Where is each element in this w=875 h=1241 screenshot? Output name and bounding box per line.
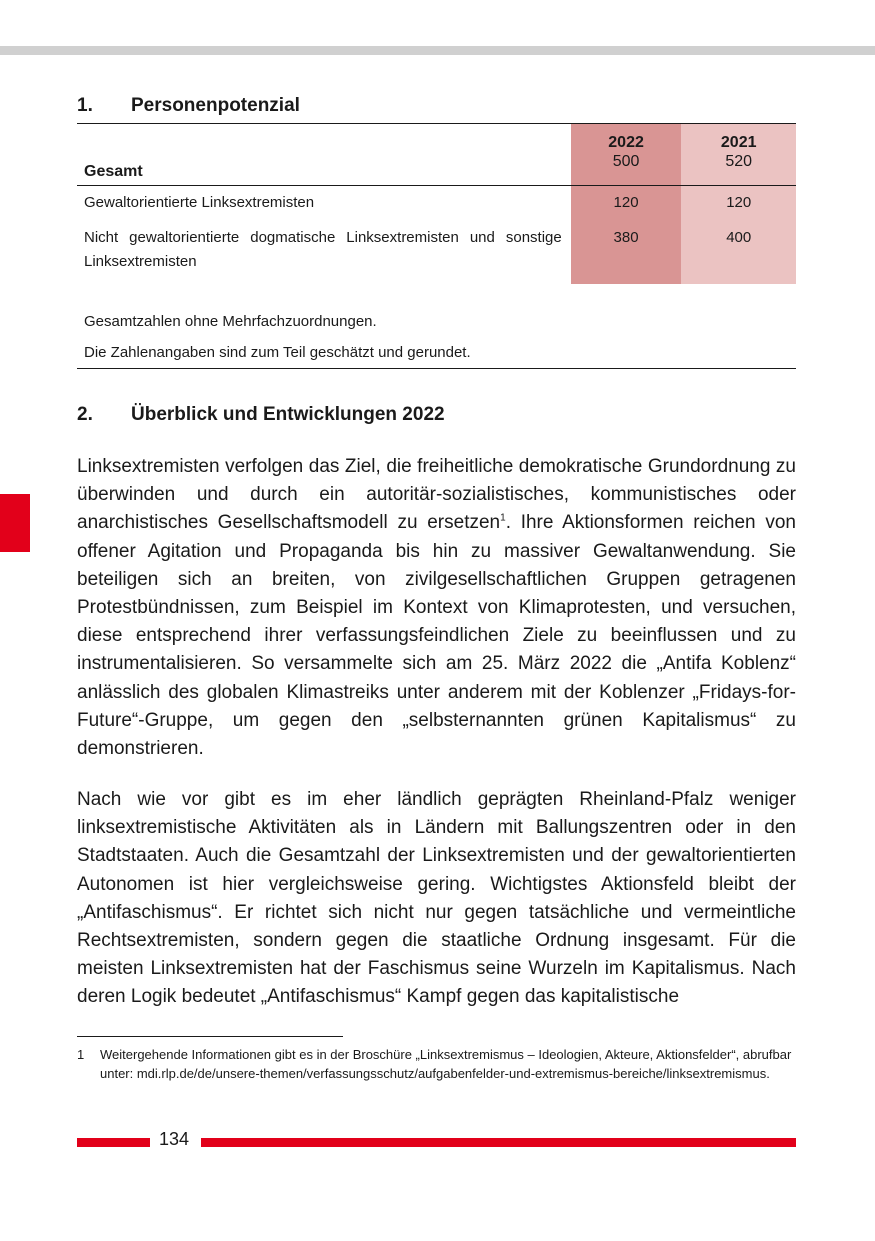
section-heading-1 <box>77 95 300 117</box>
total-2021: 520 <box>725 153 753 170</box>
chapter-marker <box>0 494 30 552</box>
section-number: 2. <box>77 404 93 425</box>
footer-bar-left <box>77 1138 150 1147</box>
row-label: Nicht gewaltorientierte dogmatische Linksextremisten und sonstige Linksextremisten <box>84 229 562 270</box>
table-note: Die Zahlenangaben sind zum Teil geschätzt und gerundet. <box>84 344 471 361</box>
table-row <box>77 186 796 227</box>
cell-2022: 120 <box>571 186 682 227</box>
paragraph-2: Nach wie vor gibt es im eher ländlich geprägten Rheinland-Pfalz weniger linksextremistische Aktivitäten als in Ländern mit Ballungszentren oder in den Stadtstaaten. Auch die Gesamtzahl der Linksextremisten und der gewaltorientierten Autonomen ist hier vergleichsweise gering. Wichtigstes Aktionsfeld bleibt der „Antifaschismus“. Er richtet sich nicht nur gegen tatsächliche und vermeintliche Rechtsextremisten, sondern gegen die staatliche Ordnung insgesamt. Für die meisten Linksextremisten hat der Faschismus seine Wurzeln im Kapitalismus. Nach deren Logik bedeutet „Antifaschismus“ Kampf gegen das kapitalistische <box>77 789 796 1008</box>
cell-2021: 400 <box>681 226 796 284</box>
section-title: Personenpotenzial <box>131 95 300 116</box>
table-header-row <box>77 124 796 186</box>
footnote-rule <box>77 1036 343 1037</box>
column-2021-header <box>681 124 796 186</box>
column-2022-header <box>571 124 682 186</box>
footnote <box>77 1045 796 1083</box>
section-heading-2 <box>77 404 445 426</box>
cell-2021: 120 <box>681 186 796 227</box>
table-note: Gesamtzahlen ohne Mehrfachzuordnungen. <box>84 313 377 330</box>
section-number: 1. <box>77 95 93 116</box>
footnote-number: 1 <box>77 1047 85 1062</box>
paragraph-text: . Ihre Aktionsformen reichen von offener Agitation und Propaganda bis hin zu massiver Gewaltanwendung. Sie beteiligen sich an breiten, von zivilgesellschaftlichen Gruppen getragenen Protestbündnissen, zum Beispiel im Kontext von Klimaprotesten, und versuchen, diese entsprechend ihrer verfassungsfeindlichen Ziele zu beeinflussen und zu instrumentalisieren. So versammelte sich am 25. März 2022 die „Antifa Koblenz“ anlässlich des globalen Klimastreiks unter anderem mit der Koblenzer „Fridays-for-Future“-Gruppe, um gegen den „selbsternannten grünen Kapitalismus“ zu demonstrieren. <box>77 512 796 760</box>
paragraph-text: Linksextremisten verfolgen das Ziel, die freiheitliche demokratische Grundordnung zu überwinden und durch ein autoritär-sozialistisches, kommunistisches oder anarchistisches Gesellschaftsmodell zu ersetzen <box>77 456 796 534</box>
page-number: 134 <box>159 1129 190 1149</box>
cell-2022: 380 <box>571 226 682 284</box>
header-rule <box>0 46 875 55</box>
footnote-text: Weitergehende Informationen gibt es in der Broschüre „Linksextremismus – Ideologien, Akteure, Aktionsfelder“, abrufbar unter: mdi.rlp.de/de/unsere-themen/verfassungsschutz/aufgabenfelder-und-extremismus-bereiche/linksextremismus. <box>100 1047 792 1081</box>
year-2021: 2021 <box>720 134 757 151</box>
table-row <box>77 226 796 284</box>
footnote-reference: 1 <box>500 513 506 525</box>
row-label: Gewaltorientierte Linksextremisten <box>77 186 571 227</box>
total-label: Gesamt <box>77 124 571 186</box>
year-2022: 2022 <box>608 134 644 151</box>
total-2022: 500 <box>612 153 640 170</box>
footer-bar-right <box>201 1138 796 1147</box>
paragraph-1 <box>77 453 796 763</box>
section-title: Überblick und Entwicklungen 2022 <box>131 404 445 425</box>
statistics-table <box>77 123 796 284</box>
table-notes <box>77 306 796 369</box>
